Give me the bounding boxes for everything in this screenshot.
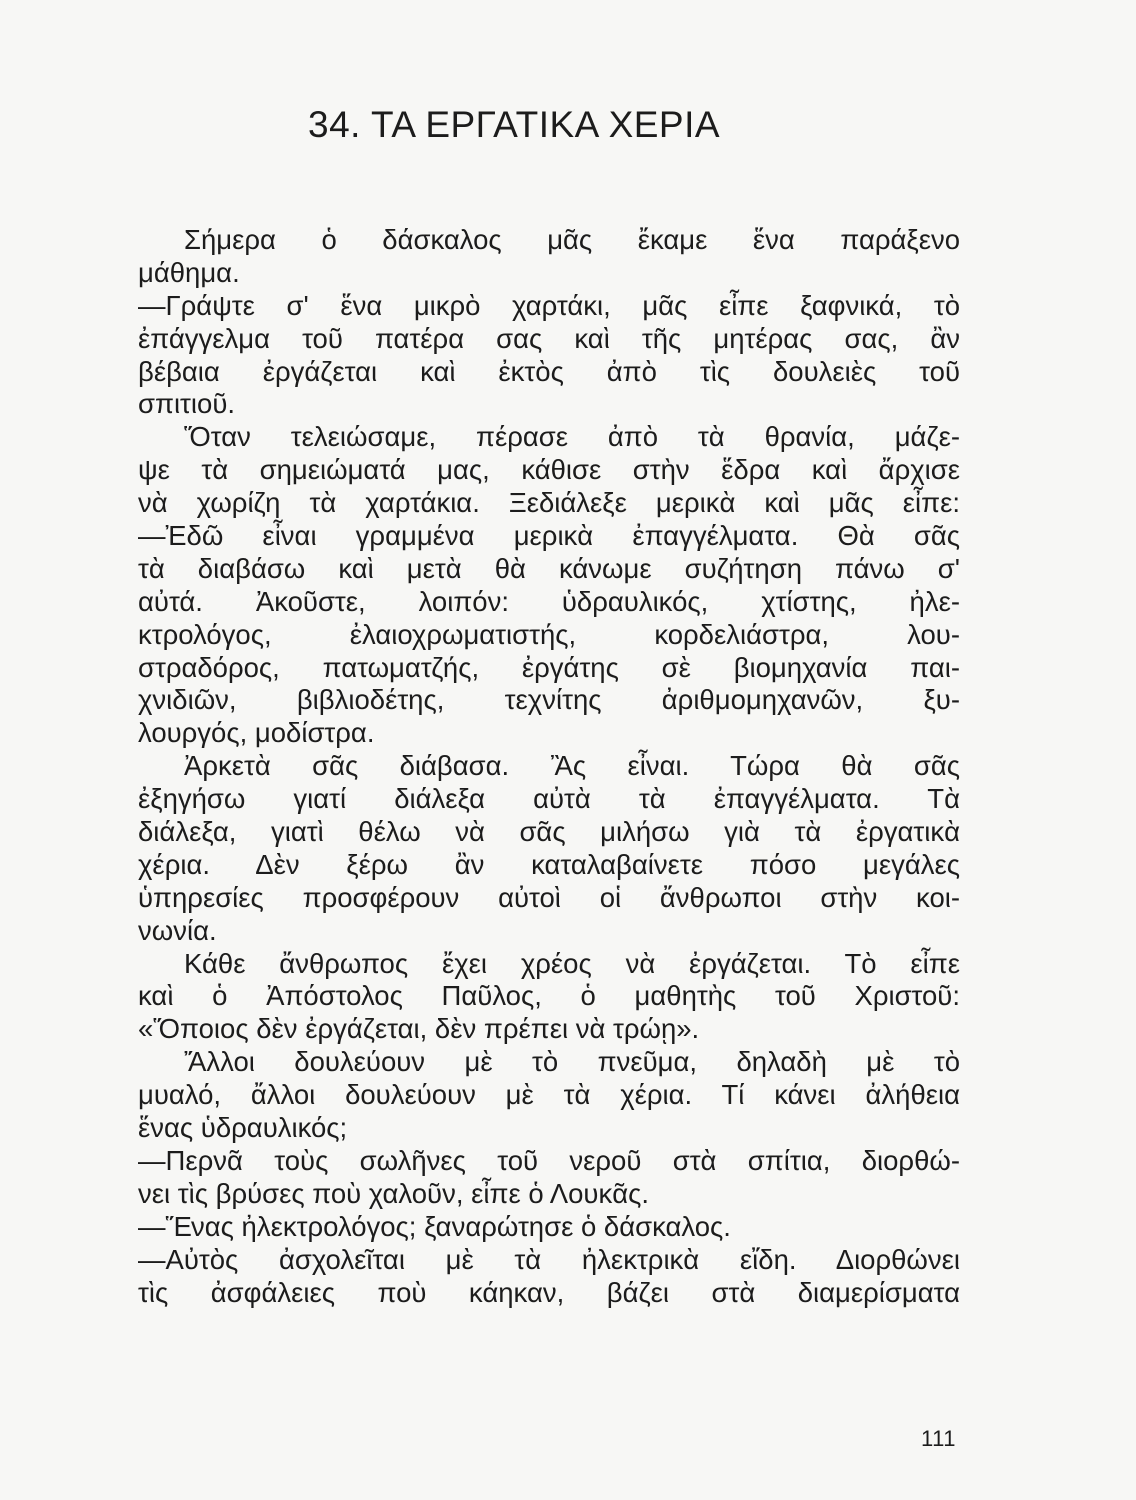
text-line: ἐξηγήσω γιατί διάλεξα αὐτὰ τὰ ἐπαγγέλματα. Τὰ	[138, 783, 960, 815]
text-line: μάθημα.	[138, 256, 240, 288]
text-line: —Αὐτὸς ἀσχολεῖται μὲ τὰ ἠλεκτρικὰ εἴδη. Διορθώνει	[138, 1243, 960, 1275]
chapter-title: 34. ΤΑ ΕΡΓΑΤΙΚΑ ΧΕΡΙΑ	[308, 104, 721, 145]
text-line: —Περνᾶ τοὺς σωλῆνες τοῦ νεροῦ στὰ σπίτια, διορθώ-	[138, 1144, 960, 1176]
text-line: καὶ ὁ Ἀπόστολος Παῦλος, ὁ μαθητὴς τοῦ Χριστοῦ:	[138, 980, 960, 1012]
text-line: αὐτά. Ἀκοῦστε, λοιπόν: ὑδραυλικός, χτίστης, ἠλε-	[138, 585, 960, 617]
text-line: διάλεξα, γιατὶ θέλω νὰ σᾶς μιλήσω γιὰ τὰ ἐργατικὰ	[138, 816, 960, 848]
text-line: νει τὶς βρύσες ποὺ χαλοῦν, εἶπε ὁ Λουκᾶς.	[138, 1177, 650, 1209]
text-line: χνιδιῶν, βιβλιοδέτης, τεχνίτης ἀριθμομηχανῶν, ξυ-	[138, 684, 960, 716]
text-line: ἐπάγγελμα τοῦ πατέρα σας καὶ τῆς μητέρας σας, ἂν	[138, 322, 960, 354]
text-line: «Ὅποιος δὲν ἐργάζεται, δὲν πρέπει νὰ τρώῃ».	[138, 1013, 700, 1045]
text-line: ὑπηρεσίες προσφέρουν αὐτοὶ οἱ ἄνθρωποι στὴν κοι-	[138, 881, 960, 913]
text-line: σπιτιοῦ.	[138, 388, 236, 420]
text-line: στραδόρος, πατωματζής, ἐργάτης σὲ βιομηχανία παι-	[138, 651, 960, 683]
text-line: λουργός, μοδίστρα.	[138, 717, 375, 749]
text-line: βέβαια ἐργάζεται καὶ ἐκτὸς ἀπὸ τὶς δουλειὲς τοῦ	[138, 355, 960, 387]
text-line: Ἀρκετὰ σᾶς διάβασα. Ἂς εἶναι. Τώρα θὰ σᾶς	[184, 750, 960, 782]
text-line: τὶς ἀσφάλειες ποὺ κάηκαν, βάζει στὰ διαμερίσματα	[138, 1276, 960, 1308]
text-line: ἕνας ὑδραυλικός;	[138, 1112, 348, 1144]
text-line: κτρολόγος, ἐλαιοχρωματιστής, κορδελιάστρα, λου-	[138, 618, 960, 650]
body-text	[138, 224, 960, 1309]
text-line: —Ἕνας ἠλεκτρολόγος; ξαναρώτησε ὁ δάσκαλος.	[138, 1210, 731, 1242]
text-line: Κάθε ἄνθρωπος ἔχει χρέος νὰ ἐργάζεται. Τὸ εἶπε	[184, 947, 960, 979]
text-line: μυαλό, ἄλλοι δουλεύουν μὲ τὰ χέρια. Τί κάνει ἀλήθεια	[138, 1079, 960, 1111]
text-line: ψε τὰ σημειώματά μας, κάθισε στὴν ἕδρα καὶ ἄρχισε	[138, 454, 960, 486]
text-line: Σήμερα ὁ δάσκαλος μᾶς ἔκαμε ἕνα παράξενο	[184, 224, 960, 255]
text-line: χέρια. Δὲν ξέρω ἂν καταλαβαίνετε πόσο μεγάλες	[138, 848, 960, 880]
text-line: νωνία.	[138, 914, 217, 946]
text-line: τὰ διαβάσω καὶ μετὰ θὰ κάνωμε συζήτηση πάνω σ'	[138, 552, 960, 584]
text-line: νὰ χωρίζη τὰ χαρτάκια. Ξεδιάλεξε μερικὰ καὶ μᾶς εἶπε:	[138, 487, 960, 519]
text-line: —Γράψτε σ' ἕνα μικρὸ χαρτάκι, μᾶς εἶπε ξαφνικά, τὸ	[138, 289, 960, 321]
page-number: 111	[921, 1426, 956, 1451]
text-line: Ὅταν τελειώσαμε, πέρασε ἀπὸ τὰ θρανία, μάζε-	[184, 421, 960, 453]
text-line: —Ἐδῶ εἶναι γραμμένα μερικὰ ἐπαγγέλματα. Θὰ σᾶς	[138, 520, 960, 552]
text-line: Ἄλλοι δουλεύουν μὲ τὸ πνεῦμα, δηλαδὴ μὲ τὸ	[184, 1046, 960, 1078]
